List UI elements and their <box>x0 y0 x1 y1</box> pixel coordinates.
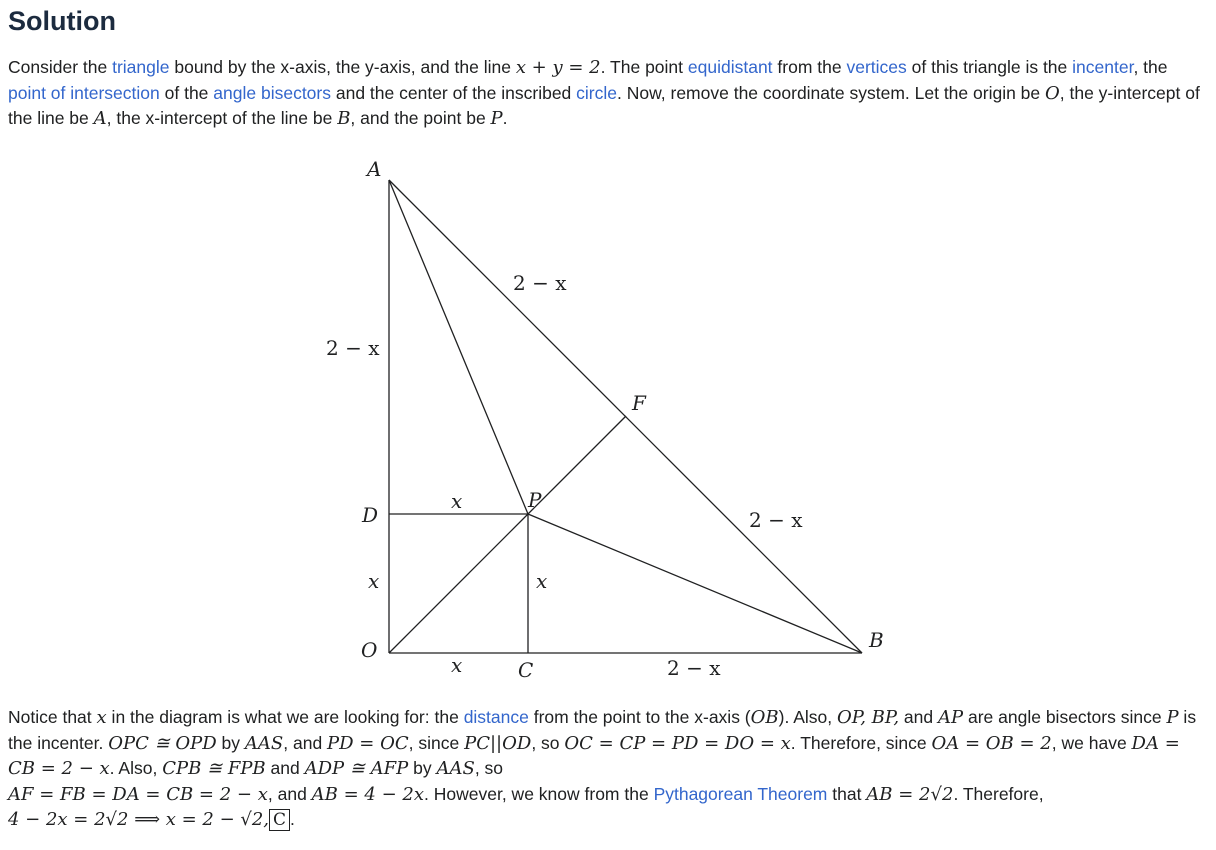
text-run: and <box>265 758 305 778</box>
math-expression: P <box>490 108 503 129</box>
text-run: is the incenter. <box>8 707 1197 753</box>
text-run: , the <box>1133 57 1168 77</box>
link-point-of-intersection[interactable]: point of intersection <box>8 82 160 103</box>
point-label-d: D <box>362 503 379 527</box>
math-expression: x + y = 2 <box>515 57 601 78</box>
link-distance[interactable]: distance <box>463 707 529 727</box>
answer-box: C <box>269 809 290 831</box>
text-run: , and <box>283 732 328 753</box>
text-run: ). Also, <box>778 707 837 727</box>
length-label-fb: 2 − x <box>749 508 803 532</box>
math-expression: OP, BP, <box>836 707 900 728</box>
text-run: , and <box>267 783 312 804</box>
text-run: . Therefore, <box>953 783 1044 804</box>
math-expression: 4 − 2x = 2√2 ⟹ x = 2 − √2, <box>8 809 270 830</box>
link-vertices[interactable]: vertices <box>846 57 907 77</box>
segment-ap <box>389 180 528 514</box>
text-run: . The point <box>600 57 688 77</box>
math-expression: AF = FB = DA = CB = 2 − x <box>8 783 268 805</box>
math-expression: ADP ≅ AFP <box>304 758 409 779</box>
text-run: Notice that <box>8 707 97 727</box>
text-run: Consider the <box>8 57 113 77</box>
math-expression: AB = 4 − 2x <box>311 783 425 805</box>
segment-op <box>389 514 528 653</box>
text-run: , and the point be <box>350 108 491 128</box>
text-run: , so <box>531 732 565 753</box>
math-expression: AAS <box>244 732 284 754</box>
math-expression: A <box>93 108 107 129</box>
math-expression: OB <box>750 707 779 728</box>
math-expression: B <box>337 108 351 129</box>
text-run: by <box>216 732 245 753</box>
length-label-cb: 2 − x <box>667 656 721 680</box>
math-expression: P <box>1166 707 1179 728</box>
math-expression: PD = OC <box>327 732 409 754</box>
text-run: . However, we know from the <box>424 783 654 804</box>
point-label-b: B <box>869 628 884 652</box>
length-label-dp: x <box>451 489 463 513</box>
text-run: and the center of the inscribed <box>331 82 577 103</box>
point-label-f: F <box>632 391 646 415</box>
text-run: of the <box>159 82 214 103</box>
text-run: from the point to the x-axis ( <box>528 707 751 727</box>
text-run: bound by the x-axis, the y-axis, and the line <box>169 57 516 77</box>
text-run: are angle bisectors since <box>963 707 1167 727</box>
point-label-p: P <box>528 488 542 512</box>
text-run: . Also, <box>109 758 163 778</box>
text-run: , the x-intercept of the line be <box>106 108 338 128</box>
math-expression: DA = CB = 2 − x <box>8 732 1180 779</box>
link-angle-bisectors[interactable]: angle bisectors <box>213 82 331 103</box>
length-label-od: x <box>368 569 380 593</box>
link-equidistant[interactable]: equidistant <box>687 57 773 77</box>
math-expression: x <box>96 707 107 728</box>
text-run: . Now, remove the coordinate system. Let the origin be <box>617 82 1045 103</box>
link-pythagorean-theorem[interactable]: Pythagorean Theorem <box>653 783 828 804</box>
text-run: , since <box>408 732 465 753</box>
math-expression: AAS <box>436 758 475 779</box>
math-expression: AP <box>938 707 964 728</box>
length-label-af: 2 − x <box>513 271 567 295</box>
length-label-ad: 2 − x <box>326 336 380 360</box>
text-run: in the diagram is what we are looking for: the <box>106 707 464 727</box>
text-run: , we have <box>1051 732 1132 753</box>
math-expression: O <box>1045 82 1060 104</box>
segment-bp <box>528 514 862 653</box>
length-label-pc: x <box>536 569 548 593</box>
text-run: by <box>408 758 437 778</box>
text-run: . Therefore, since <box>790 732 932 753</box>
text-run: . <box>502 108 508 128</box>
math-expression: OA = OB = 2 <box>931 732 1052 754</box>
math-expression: AB = 2√2 <box>866 783 954 805</box>
length-label-oc: x <box>451 653 463 677</box>
link-circle[interactable]: circle <box>576 82 617 103</box>
point-label-c: C <box>518 658 534 682</box>
text-run: , the y-intercept of the line be <box>8 82 1200 128</box>
math-expression: CPB ≅ FPB <box>162 758 266 779</box>
link-incenter[interactable]: incenter <box>1072 57 1134 77</box>
text-run: from the <box>772 57 847 77</box>
text-run: , so <box>474 758 504 778</box>
point-label-a: A <box>367 157 382 181</box>
math-expression: OPC ≅ OPD <box>108 732 217 754</box>
text-run: of this triangle is the <box>906 57 1073 77</box>
math-expression: PC||OD <box>464 732 532 754</box>
math-expression: OC = CP = PD = DO = x <box>564 732 791 754</box>
link-triangle[interactable]: triangle <box>112 57 170 77</box>
text-run: and <box>899 707 938 727</box>
section-heading: Solution <box>8 6 116 36</box>
point-label-o: O <box>361 638 378 662</box>
text-run: that <box>827 783 867 804</box>
text-run: . <box>290 809 295 829</box>
segment-pf <box>528 416 626 514</box>
